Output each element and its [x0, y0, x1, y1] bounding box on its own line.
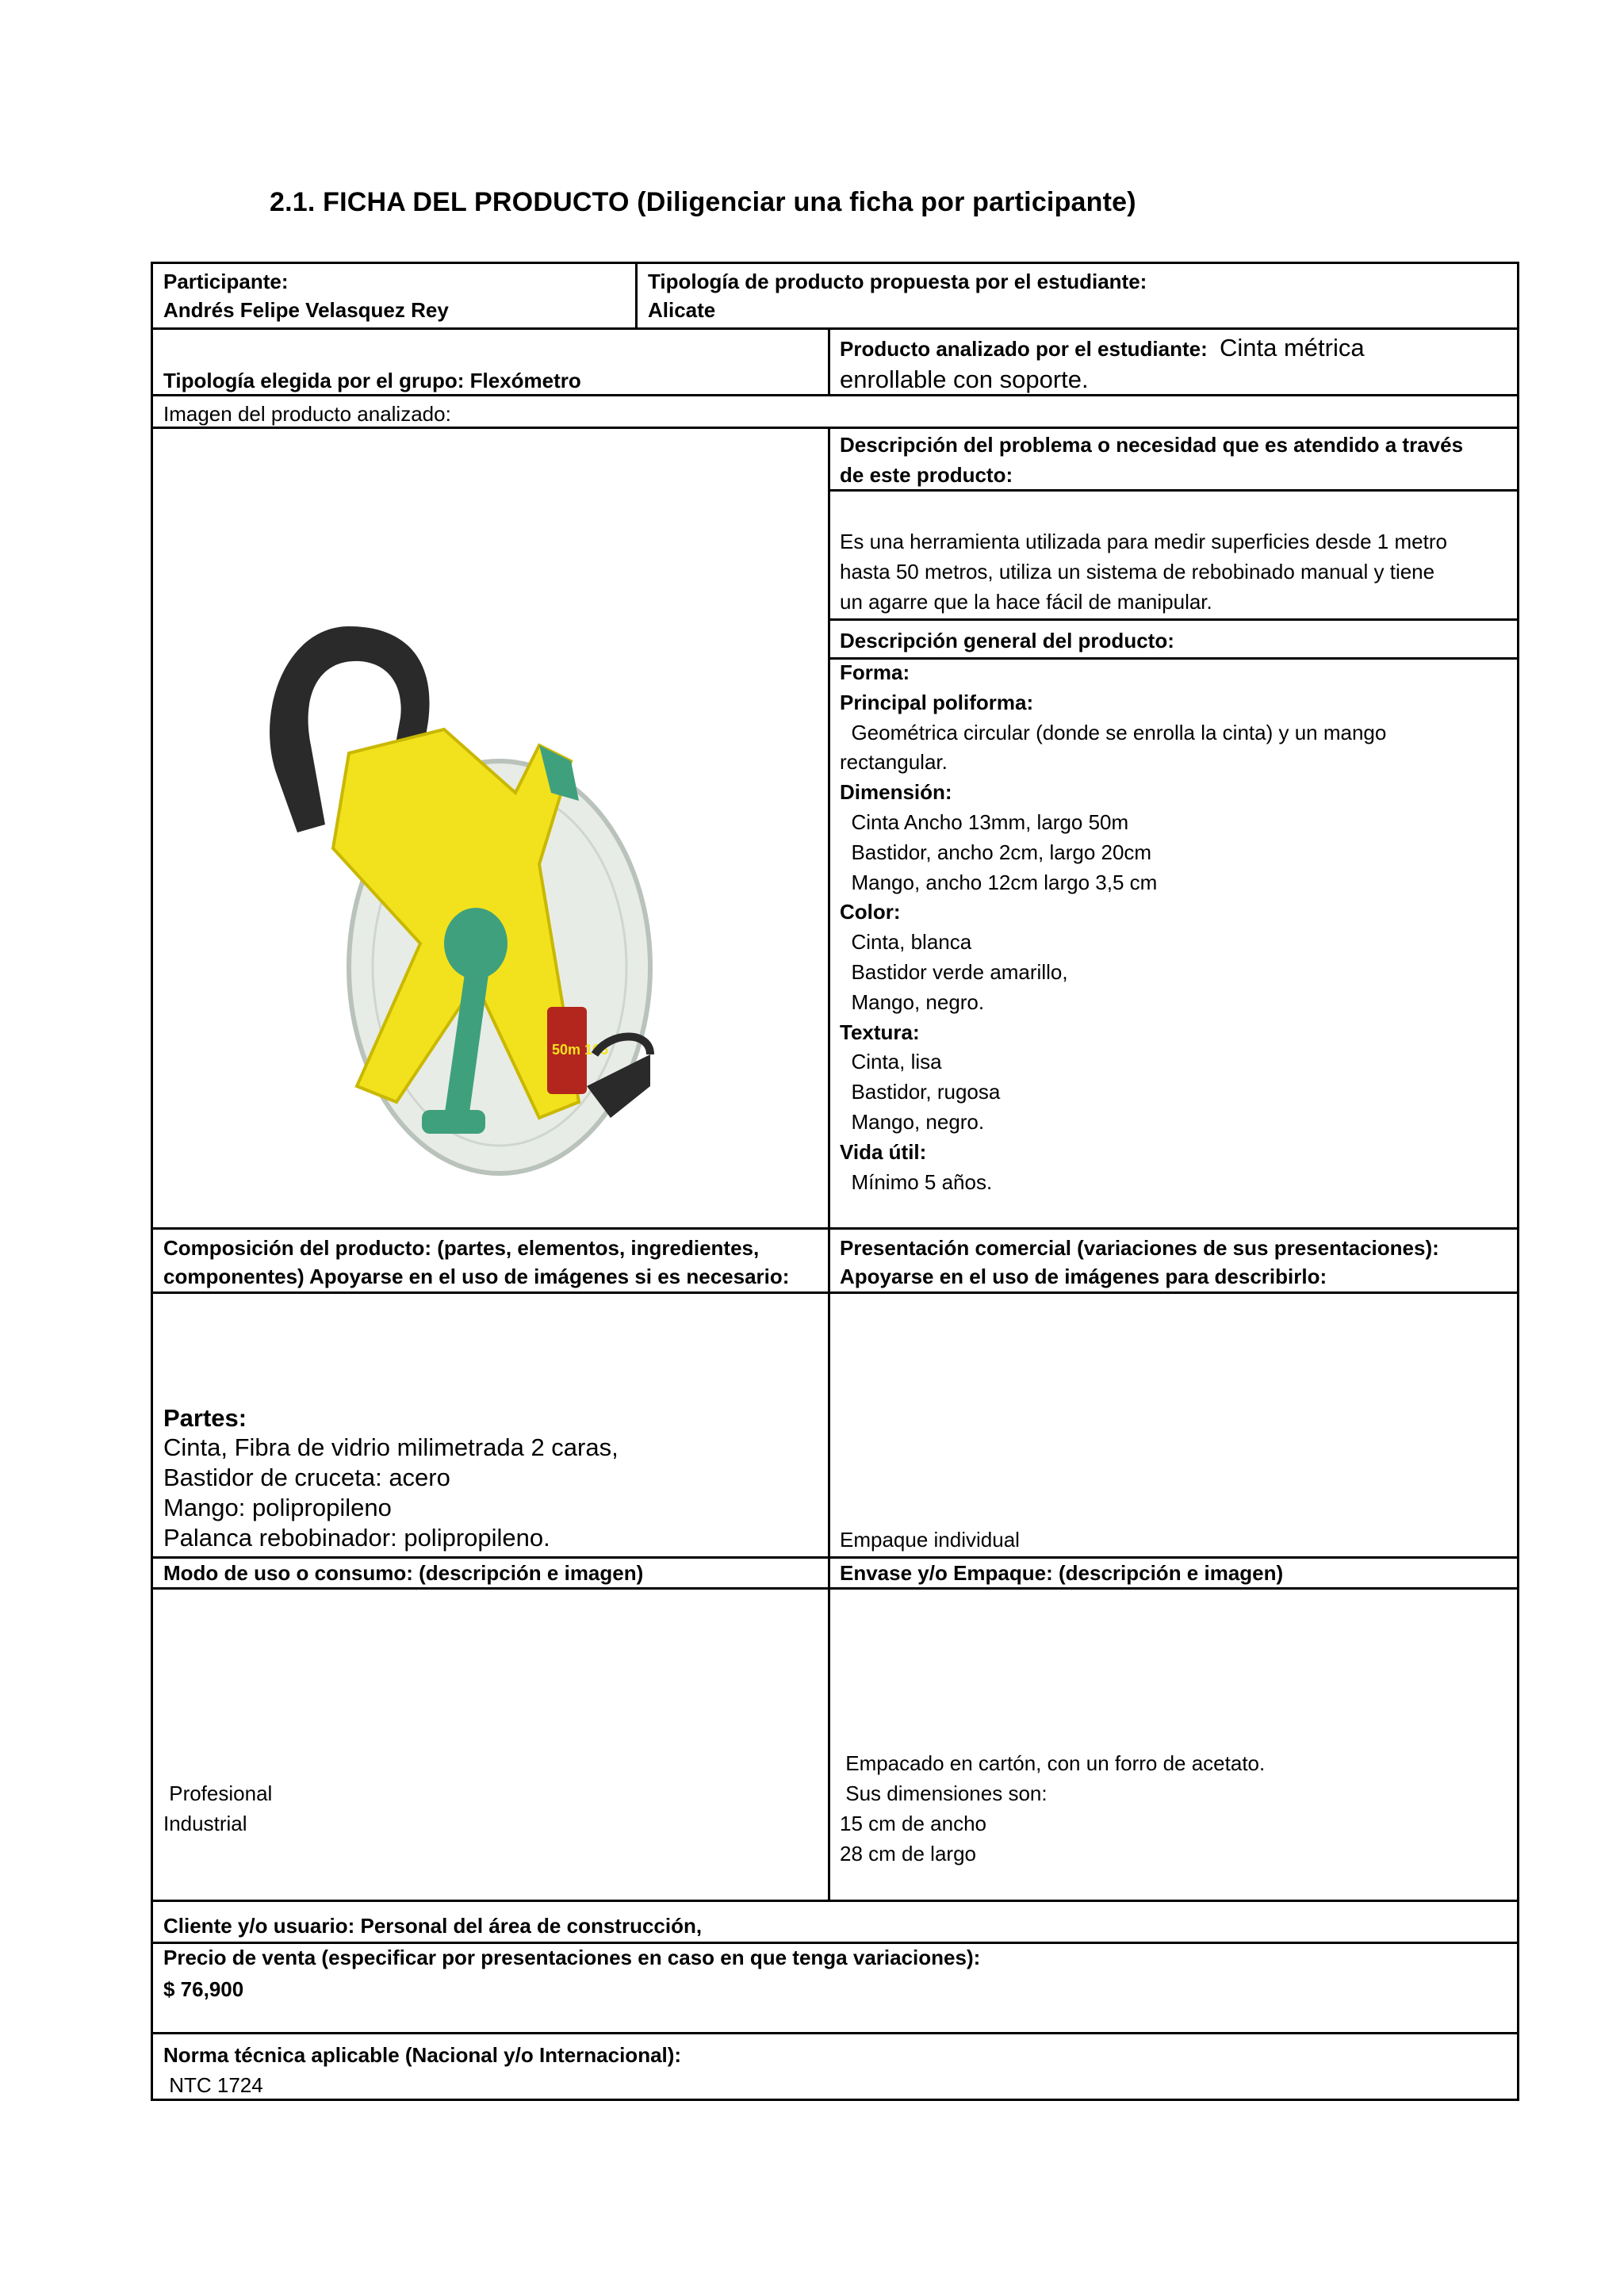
participante-value: Andrés Felipe Velasquez Rey — [163, 298, 449, 322]
column-divider — [828, 327, 830, 396]
descripcion-general-label: Descripción general del producto: — [840, 629, 1174, 652]
descripcion-general-line: Principal poliforma: — [840, 690, 1034, 714]
precio-label: Precio de venta (especificar por presentaciones en caso en que tenga variaciones): — [163, 1946, 981, 1969]
partes-label: Partes: — [163, 1404, 247, 1432]
envase-value: 28 cm de largo — [840, 1842, 976, 1866]
norma-label: Norma técnica aplicable (Nacional y/o Internacional): — [163, 2043, 682, 2067]
descripcion-general-line: Geométrica circular (donde se enrolla la cinta) y un mango — [840, 720, 1387, 744]
producto-analizado — [840, 333, 1365, 364]
norma-value: NTC 1724 — [163, 2073, 263, 2097]
descripcion-general-line: Mango, ancho 12cm largo 3,5 cm — [840, 870, 1158, 894]
column-divider — [635, 262, 638, 330]
row-divider — [828, 618, 1519, 621]
parte-item: Mango: polipropileno — [163, 1494, 392, 1521]
descripcion-general-line: Mango, negro. — [840, 989, 985, 1014]
descripcion-general-line: Bastidor, rugosa — [840, 1080, 1001, 1104]
descripcion-general-line: Cinta Ancho 13mm, largo 50m — [840, 810, 1129, 834]
parte-item: Palanca rebobinador: polipropileno. — [163, 1524, 550, 1552]
descripcion-general-line: rectangular. — [840, 750, 948, 775]
descripcion-general-line: Cinta, lisa — [840, 1050, 942, 1074]
row-divider — [151, 2032, 1519, 2034]
producto-analizado-value-2: enrollable con soporte. — [840, 365, 1089, 393]
composicion-label-2: componentes) Apoyarse en el uso de imágenes si es necesario: — [163, 1265, 790, 1288]
descripcion-general-line: Color: — [840, 900, 901, 924]
producto-analizado-label: Producto analizado por el estudiante: — [840, 337, 1208, 361]
modo-uso-label: Modo de uso o consumo: (descripción e imagen) — [163, 1561, 644, 1585]
problema-text-1: Es una herramienta utilizada para medir superficies desde 1 metro — [840, 530, 1447, 553]
row-divider — [828, 657, 1519, 660]
envase-label: Envase y/o Empaque: (descripción e imagen) — [840, 1561, 1284, 1585]
cliente-usuario: Cliente y/o usuario: Personal del área de construcción, — [163, 1914, 703, 1938]
descripcion-general-line: Bastidor, ancho 2cm, largo 20cm — [840, 840, 1152, 864]
precio-value: $ 76,900 — [163, 1977, 244, 2001]
descripcion-general-line: Dimensión: — [840, 780, 952, 805]
row-divider — [151, 1900, 1519, 1902]
column-divider — [828, 427, 830, 1902]
producto-analizado-value-1: Cinta métrica — [1219, 334, 1365, 362]
crank-knob — [422, 1110, 485, 1134]
participante-label: Participante: — [163, 270, 289, 293]
modo-uso-value: Industrial — [163, 1812, 247, 1835]
tipologia-propuesta-value: Alicate — [648, 298, 716, 322]
presentacion-label-2: Apoyarse en el uso de imágenes para describirlo: — [840, 1265, 1327, 1288]
problema-label-1: Descripción del problema o necesidad que es atendido a través — [840, 433, 1464, 457]
row-divider — [151, 327, 1519, 330]
tipologia-propuesta-label: Tipología de producto propuesta por el estudiante: — [648, 270, 1147, 293]
descripcion-general-line: Forma: — [840, 660, 910, 684]
tipologia-grupo: Tipología elegida por el grupo: Flexómetro — [163, 369, 581, 392]
imagen-label: Imagen del producto analizado: — [163, 402, 451, 426]
problema-text-2: hasta 50 metros, utiliza un sistema de rebobinado manual y tiene — [840, 560, 1435, 584]
envase-value: Empacado en cartón, con un forro de acetato. — [840, 1751, 1266, 1775]
descripcion-general-line: Mango, negro. — [840, 1110, 985, 1134]
descripcion-general-line: Vida útil: — [840, 1139, 927, 1164]
descripcion-general-line: Bastidor verde amarillo, — [840, 960, 1068, 984]
parte-item: Bastidor de cruceta: acero — [163, 1464, 450, 1491]
descripcion-general-line: Mínimo 5 años. — [840, 1169, 993, 1194]
row-divider — [151, 1292, 1519, 1294]
descripcion-general-line: Textura: — [840, 1020, 920, 1044]
problema-label-2: de este producto: — [840, 463, 1013, 487]
descripcion-general-line: Cinta, blanca — [840, 930, 972, 955]
product-image — [238, 610, 745, 1213]
presentacion-label-1: Presentación comercial (variaciones de sus presentaciones): — [840, 1236, 1439, 1260]
composicion-label-1: Composición del producto: (partes, elementos, ingredientes, — [163, 1236, 760, 1260]
problema-text-3: un agarre que la hace fácil de manipular. — [840, 590, 1212, 614]
modo-uso-value: Profesional — [163, 1781, 273, 1805]
envase-value: Sus dimensiones son: — [840, 1781, 1048, 1805]
row-divider — [151, 1227, 1519, 1230]
page-title: 2.1. FICHA DEL PRODUCTO (Diligenciar una ficha por participante) — [270, 187, 1136, 217]
label-badge-text: 50m 165 — [552, 1042, 609, 1058]
parte-item: Cinta, Fibra de vidrio milimetrada 2 caras, — [163, 1433, 619, 1461]
envase-value: 15 cm de ancho — [840, 1812, 987, 1835]
presentacion-value: Empaque individual — [840, 1528, 1020, 1552]
